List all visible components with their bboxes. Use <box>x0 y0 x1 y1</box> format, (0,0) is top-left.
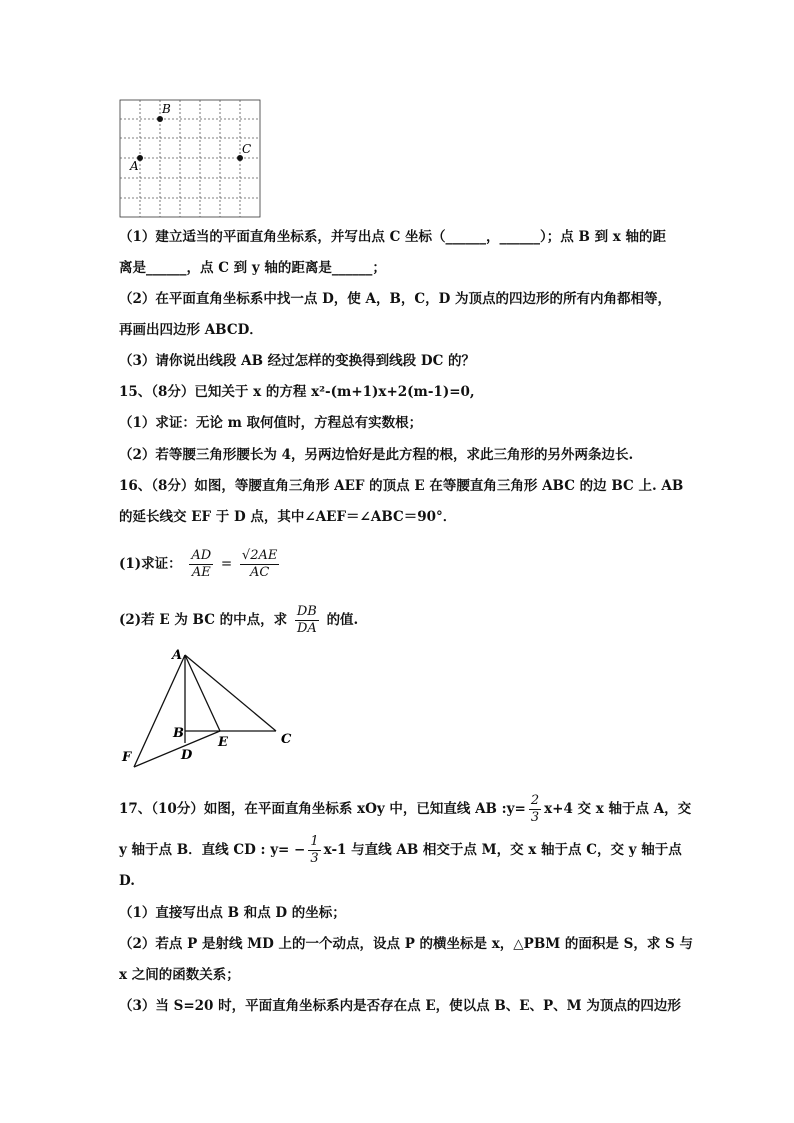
q14-part3: （3）请你说出线段 AB 经过怎样的变换得到线段 DC 的？ <box>119 353 476 369</box>
fig-label-a: A <box>172 648 183 663</box>
q16-frac-num: √2AE <box>241 548 278 563</box>
q17-part2-line2: x 之间的函数关系； <box>119 967 240 983</box>
q16-fraction-ad-ae <box>189 548 213 581</box>
fig-label-d: D <box>181 748 193 763</box>
q16-part2-prefix: (2)若 E 为 BC 的中点，求 <box>119 612 288 628</box>
label-c: C <box>242 142 252 156</box>
q17-line3: D. <box>119 873 135 889</box>
q16-frac-den: DA <box>296 621 317 636</box>
q17-line2-a: y 轴于点 B．直线 CD : y= − <box>119 842 306 858</box>
q17-fraction-2-3 <box>529 793 541 826</box>
q14-part2-line1: （2）在平面直角坐标系中找一点 D，使 A，B，C，D 为顶点的四边形的所有内角都相等， <box>119 291 672 307</box>
q17-frac-num: 1 <box>310 834 319 849</box>
fig-label-b: B <box>173 726 184 741</box>
q16-title-line1: 16、（8分）如图，等腰直角三角形 AEF 的顶点 E 在等腰直角三角形 ABC 的边 BC 上. AB <box>119 478 684 494</box>
q16-title-line2: 的延长线交 EF 于 D 点，其中∠AEF＝∠ABC＝90°． <box>119 509 457 525</box>
grid-figure <box>118 98 263 220</box>
q16-part1-prefix: (1)求证： <box>119 556 182 572</box>
q17-fraction-1-3 <box>308 834 320 867</box>
segment-af <box>134 655 185 767</box>
q17-part3: （3）当 S=20 时，平面直角坐标系内是否存在点 E，使以点 B、E、P、M 为顶点的四边形 <box>119 998 681 1014</box>
q17-line1-b: x+4 交 x 轴于点 A，交 <box>544 801 692 817</box>
segment-ac <box>185 655 276 731</box>
q14-part1-line1: （1）建立适当的平面直角坐标系，并写出点 C 坐标（______，______）；点 B 到 x 轴的距 <box>119 229 667 245</box>
q16-equals: = <box>220 556 233 572</box>
q17-frac-den: 3 <box>530 810 540 825</box>
fig-label-f: F <box>122 750 132 765</box>
q15-part1: （1）求证：无论 m 取何值时，方程总有实数根； <box>119 415 423 431</box>
q17-frac-den: 3 <box>310 851 319 866</box>
q14-part2-line2: 再画出四边形 ABCD． <box>119 322 263 338</box>
q16-frac-num: DB <box>296 604 317 619</box>
label-b: B <box>162 102 171 116</box>
q17-line1 <box>119 793 691 826</box>
fig-label-e: E <box>218 735 228 750</box>
segment-ae <box>185 655 220 731</box>
q17-line2-b: x-1 与直线 AB 相交于点 M，交 x 轴于点 C，交 y 轴于点 <box>323 842 682 858</box>
q15-part2: （2）若等腰三角形腰长为 4，另两边恰好是此方程的根，求此三角形的另外两条边长. <box>119 447 634 463</box>
q16-frac-den: AC <box>249 565 270 580</box>
q15-title: 15、（8分）已知关于 x 的方程 x²-(m+1)x+2(m-1)=0, <box>119 384 475 400</box>
q16-frac-num: AD <box>191 548 212 563</box>
q16-fraction-root2ae-ac <box>240 548 279 581</box>
fig-label-c: C <box>281 732 292 747</box>
q17-part2-line1: （2）若点 P 是射线 MD 上的一个动点，设点 P 的横坐标是 x，△PBM 的面积是 S，求 S 与 <box>119 936 693 952</box>
q17-line2 <box>119 834 682 867</box>
label-a: A <box>130 159 139 173</box>
triangle-figure <box>118 645 308 775</box>
q16-fraction-db-da <box>295 604 319 637</box>
q17-line1-a: 17、（10分）如图，在平面直角坐标系 xOy 中，已知直线 AB :y= <box>119 801 526 817</box>
q16-part1 <box>119 548 282 581</box>
q17-frac-num: 2 <box>530 793 540 808</box>
q16-part2-suffix: 的值. <box>326 612 359 628</box>
point-b <box>157 116 163 122</box>
q16-part2 <box>119 604 358 637</box>
q14-part1-line2: 离是______，点 C 到 y 轴的距离是______； <box>119 260 386 276</box>
q16-frac-den: AE <box>191 565 211 580</box>
q17-part1: （1）直接写出点 B 和点 D 的坐标； <box>119 905 346 921</box>
